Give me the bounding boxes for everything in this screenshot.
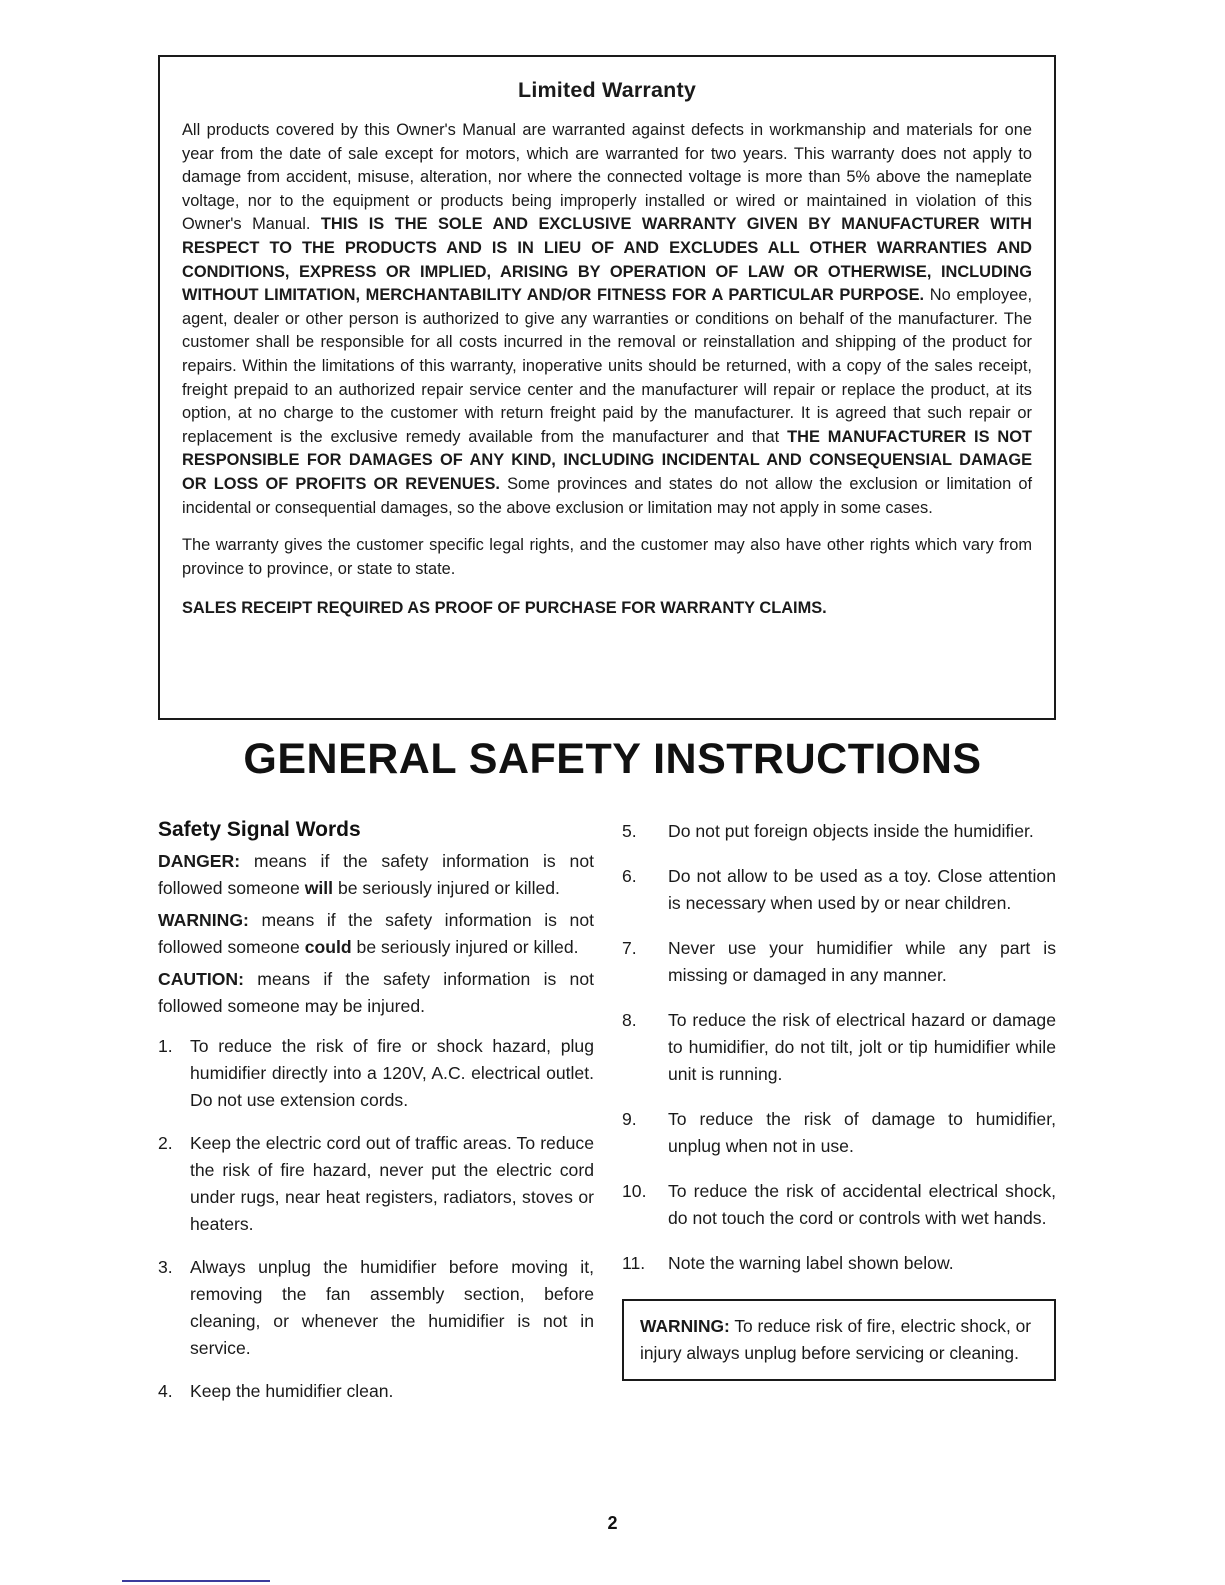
- danger-text-1: means if the safety information is not followed someone: [158, 851, 594, 898]
- list-item-number: 1.: [158, 1036, 173, 1056]
- warning-text-2: be seriously injured or killed.: [351, 936, 579, 957]
- list-item-text: To reduce the risk of damage to humidifier, unplug when not in use.: [668, 1109, 1056, 1156]
- list-item: [622, 1178, 1056, 1232]
- bottom-rule-decoration: [122, 1580, 270, 1582]
- instructions-list-right: [622, 818, 1056, 1277]
- list-item-number: 9.: [622, 1109, 637, 1129]
- warranty-paragraph-2: The warranty gives the customer specific legal rights, and the customer may also have other rights which vary from province to province, or state to state.: [182, 536, 1032, 578]
- list-item-number: 2.: [158, 1133, 173, 1153]
- list-item-number: 7.: [622, 938, 637, 958]
- safety-signal-words-title: Safety Signal Words: [158, 818, 361, 841]
- list-item-text: Do not allow to be used as a toy. Close attention is necessary when used by or near children.: [668, 866, 1056, 913]
- list-item: [622, 1007, 1056, 1088]
- danger-label: DANGER:: [158, 851, 241, 871]
- list-item-number: 8.: [622, 1010, 637, 1030]
- list-item: [622, 818, 1056, 845]
- sales-receipt-notice: SALES RECEIPT REQUIRED AS PROOF OF PURCHASE FOR WARRANTY CLAIMS.: [182, 599, 827, 618]
- limited-warranty-box: [158, 55, 1056, 720]
- list-item-number: 5.: [622, 821, 637, 841]
- list-item-number: 11.: [622, 1253, 646, 1273]
- warranty-paragraph-1: [182, 119, 1032, 520]
- danger-definition: [158, 848, 594, 901]
- list-item-number: 10.: [622, 1181, 647, 1201]
- list-item-text: Note the warning label shown below.: [668, 1253, 954, 1273]
- warning-label-box: [622, 1299, 1056, 1381]
- list-item: [158, 1130, 594, 1238]
- instructions-list-left: [158, 1033, 594, 1405]
- page-number: 2: [607, 1513, 618, 1533]
- list-item: [622, 935, 1056, 989]
- warning-definition: [158, 907, 594, 960]
- list-item: [158, 1033, 594, 1114]
- list-item-text: To reduce the risk of accidental electrical shock, do not touch the cord or controls with wet hands.: [668, 1181, 1056, 1228]
- list-item: [622, 1250, 1056, 1277]
- list-item: [158, 1378, 594, 1405]
- left-column: [158, 818, 594, 1421]
- caution-definition: [158, 966, 594, 1019]
- list-item-text: Never use your humidifier while any part is missing or damaged in any manner.: [668, 938, 1056, 985]
- warning-text-1: means if the safety information is not followed someone: [158, 910, 594, 957]
- list-item-number: 6.: [622, 866, 637, 886]
- warranty-p1-part3: Some provinces and states do not allow the exclusion or limitation of incidental or consequential damages, so the above exclusion or limitation may not apply in some cases.: [182, 474, 1033, 517]
- right-column: [622, 818, 1056, 1381]
- warranty-p1-part2: No employee, agent, dealer or other person is authorized to give any warranties or conditions on behalf of the manufacturer. The customer shall be responsible for all costs incurred in the removal or reinstallation and shipping of the product for repairs. Within the limitations of this warranty, inoperative units should be returned, with a copy of the sales receipt, freight prepaid to an authorized repair service center and the manufacturer will repair or replace the product, at its option, at no charge to the customer with return freight paid by the manufacturer. It is agreed that such repair or replacement is the exclusive remedy available from the manufacturer and that: [182, 286, 1032, 446]
- list-item-number: 3.: [158, 1257, 173, 1277]
- warranty-p1-part1: All products covered by this Owner's Manual are warranted against defects in workmanship and materials for one year from the date of sale except for motors, which are warranted for two years. This warranty does not apply to damage from accident, misuse, alteration, nor where the connected voltage is more than 5% above the nameplate voltage, nor to the equipment or products being improperly installed or wired or maintained in violation of this Owner's Manual.: [182, 121, 1032, 234]
- list-item: [622, 1106, 1056, 1160]
- list-item-text: Do not put foreign objects inside the humidifier.: [668, 821, 1034, 841]
- list-item-text: To reduce the risk of fire or shock hazard, plug humidifier directly into a 120V, A.C. electrical outlet. Do not use extension cords.: [190, 1036, 594, 1110]
- warranty-title: Limited Warranty: [517, 78, 696, 102]
- list-item-text: Always unplug the humidifier before moving it, removing the fan assembly section, before cleaning, or whenever the humidifier is not in service.: [190, 1257, 594, 1358]
- danger-emphasis: will: [304, 877, 334, 898]
- warning-box-body: To reduce risk of fire, electric shock, or injury always unplug before servicing or cleaning.: [640, 1316, 1032, 1363]
- list-item-text: To reduce the risk of electrical hazard or damage to humidifier, do not tilt, jolt or tip humidifier while unit is running.: [668, 1010, 1056, 1084]
- page-title: GENERAL SAFETY INSTRUCTIONS: [243, 735, 982, 783]
- warning-box-label: WARNING:: [640, 1316, 730, 1336]
- caution-text: means if the safety information is not followed someone may be injured.: [158, 969, 594, 1016]
- list-item: [158, 1254, 594, 1362]
- warning-label: WARNING:: [158, 910, 249, 930]
- list-item-text: Keep the humidifier clean.: [190, 1381, 394, 1401]
- caution-label: CAUTION:: [158, 969, 245, 989]
- warning-emphasis: could: [304, 936, 352, 957]
- warranty-p1-bold2: THE MANUFACTURER IS NOT RESPONSIBLE FOR DAMAGES OF ANY KIND, INCLUDING INCIDENTAL AND CONSEQUENSIAL DAMAGE OR LOSS OF PROFITS OR REVENUES.: [182, 427, 1032, 493]
- danger-text-2: be seriously injured or killed.: [333, 877, 560, 898]
- warranty-p1-bold1: THIS IS THE SOLE AND EXCLUSIVE WARRANTY GIVEN BY MANUFACTURER WITH RESPECT TO THE PRODUCTS AND IS IN LIEU OF AND EXCLUDES ALL OTHER WARRANTIES AND CONDITIONS, EXPRESS OR IMPLIED, ARISING BY OPERATION OF LAW OR OTHERWISE, INCLUDING WITHOUT LIMITATION, MERCHANTABILITY AND/OR FITNESS FOR A PARTICULAR PURPOSE.: [182, 215, 1032, 305]
- list-item-text: Keep the electric cord out of traffic areas. To reduce the risk of fire hazard, never put the electric cord under rugs, near heat registers, radiators, stoves or heaters.: [190, 1133, 594, 1234]
- list-item: [622, 863, 1056, 917]
- warning-box-text: [640, 1313, 1040, 1367]
- list-item-number: 4.: [158, 1381, 173, 1401]
